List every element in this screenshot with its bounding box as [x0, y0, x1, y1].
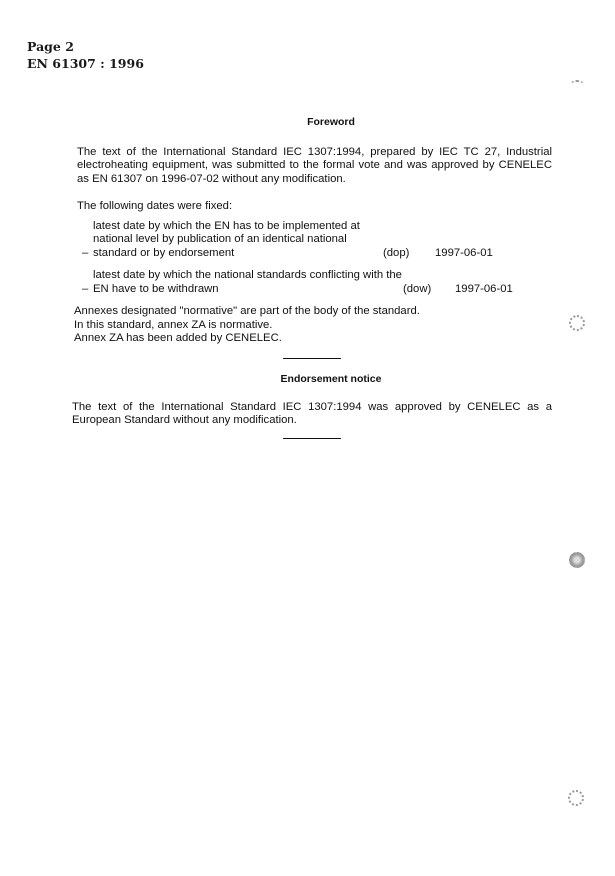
- section-divider: [283, 438, 341, 440]
- punch-hole-icon: [569, 315, 585, 331]
- date-value: 1997-06-01: [455, 282, 513, 295]
- page-number: Page 2: [27, 39, 74, 54]
- date-description: latest date by which the national standards conflicting with the EN have to be withdrawn: [93, 269, 402, 295]
- foreword-title: Foreword: [307, 116, 355, 128]
- annex-line: In this standard, annex ZA is normative.: [74, 318, 273, 331]
- document-body: [74, 116, 552, 453]
- punch-hole-icon: [568, 790, 584, 806]
- punch-hole-arc-icon: [570, 80, 584, 90]
- dates-intro: The following dates were fixed:: [77, 200, 233, 212]
- foreword-intro: The text of the International Standard IEC 1307:1994, prepared by IEC TC 27, Industrial electroheating equipment, was submitted to the formal vote and was approved by CENELEC as EN 61307 on 1996-07-02 without any modification.: [77, 145, 552, 185]
- annex-line: Annex ZA has been added by CENELEC.: [74, 332, 282, 344]
- page-header: [27, 38, 144, 72]
- dash-bullet: –: [82, 282, 89, 295]
- date-abbreviation: (dow): [403, 282, 432, 295]
- standard-reference: EN 61307 : 1996: [27, 56, 144, 71]
- date-abbreviation: (dop): [383, 246, 410, 259]
- date-item-dow: [82, 269, 552, 296]
- punch-hole-icon: [569, 552, 585, 568]
- section-divider: [283, 358, 341, 360]
- date-value: 1997-06-01: [435, 246, 493, 259]
- endorsement-title: Endorsement notice: [280, 373, 382, 385]
- dash-bullet: –: [82, 246, 89, 259]
- annex-line: Annexes designated "normative" are part of the body of the standard.: [74, 305, 420, 317]
- annex-notes: [74, 305, 552, 346]
- endorsement-text: The text of the International Standard IEC 1307:1994 was approved by CENELEC as a European Standard without any modification.: [72, 400, 552, 426]
- date-description: latest date by which the EN has to be implemented at national level by publication of an identical national standard or by endorsement: [93, 219, 360, 259]
- date-item-dop: [82, 220, 552, 261]
